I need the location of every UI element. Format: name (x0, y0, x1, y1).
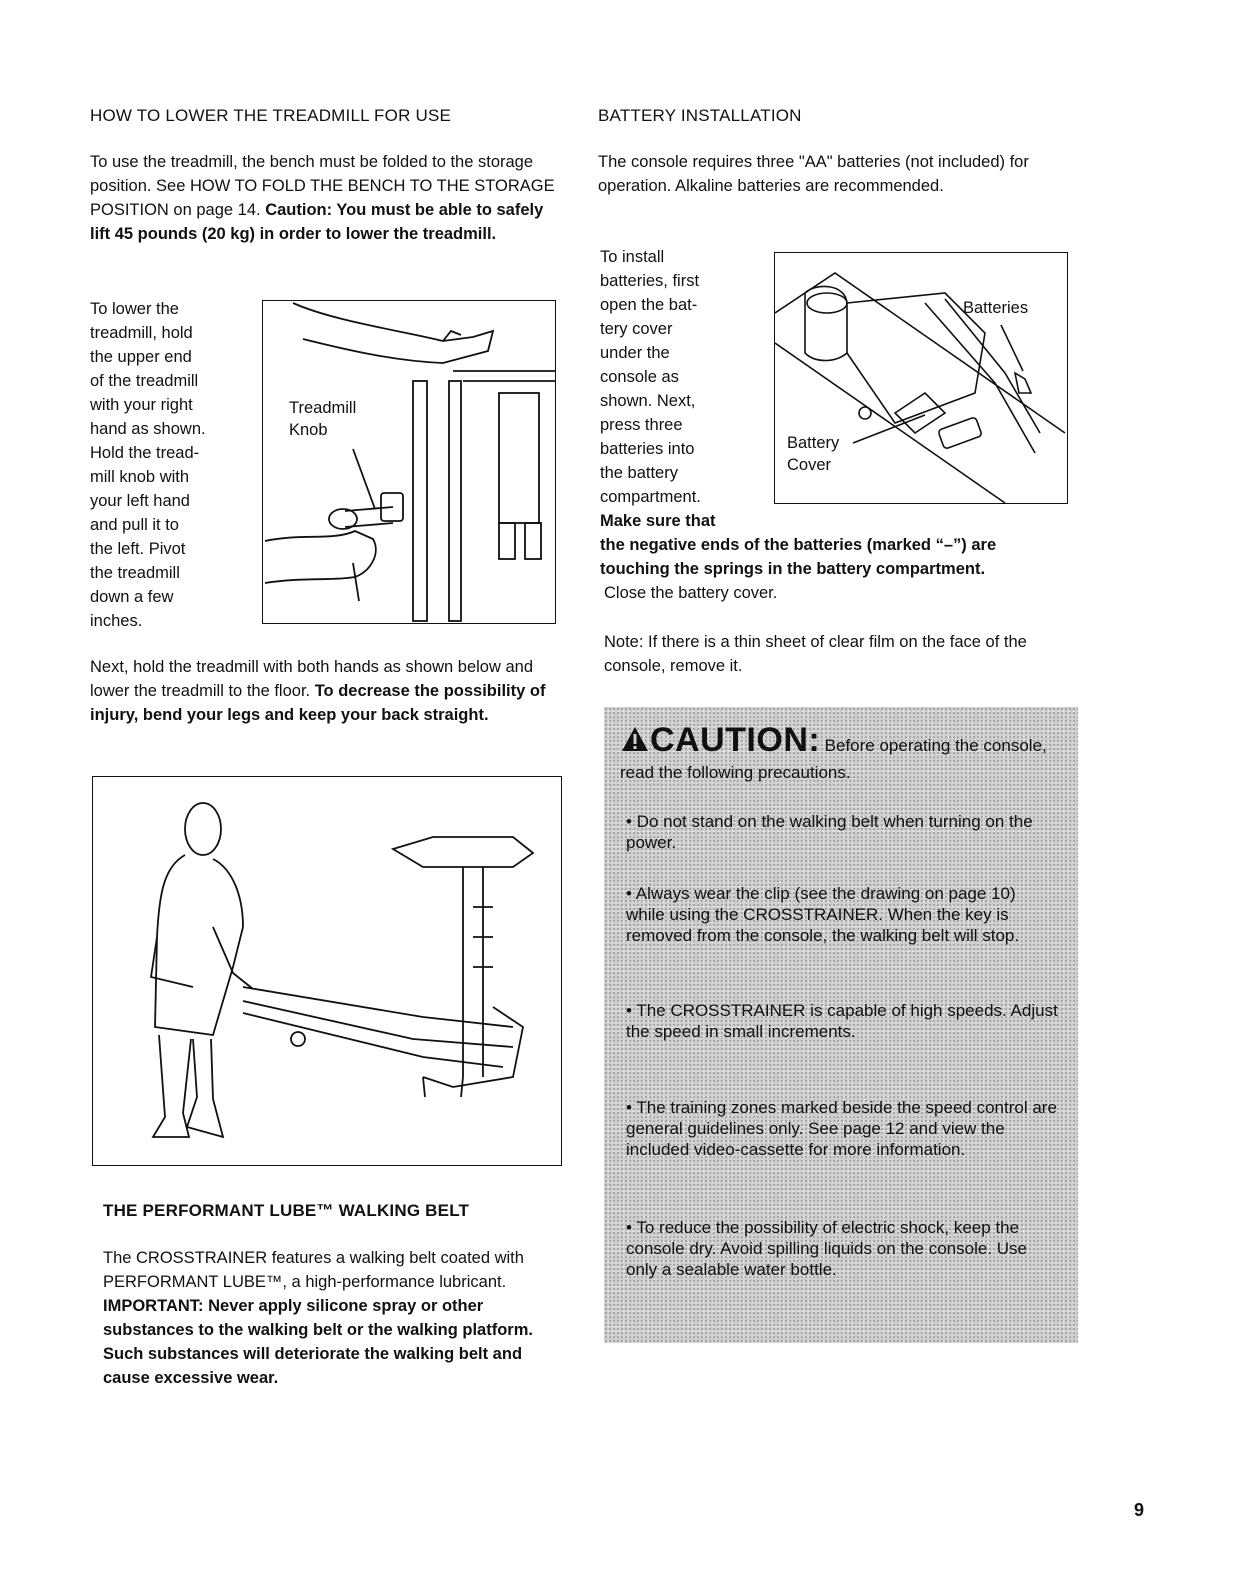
lower-line: the left. Pivot (90, 540, 186, 558)
lower-line: your left hand (90, 492, 190, 510)
battery-close-text: Close the battery cover. (604, 584, 778, 602)
lower-intro-paragraph (90, 150, 560, 246)
lower-steps-text (90, 297, 250, 633)
lower-line: To lower the (90, 300, 179, 318)
person-lowering-treadmill-illustration (93, 777, 561, 1165)
caution-item: • Always wear the clip (see the drawing on page 10) while using the CROSSTRAINER. When the key is removed from the console, the walking belt will stop. (626, 884, 1020, 945)
battery-step-line: To install (600, 248, 665, 266)
battery-step-line: batteries into (600, 440, 695, 458)
treadmill-knob-label-line: Knob (289, 421, 328, 439)
lower-line: Hold the tread- (90, 444, 200, 462)
battery-note: Note: If there is a thin sheet of clear film on the face of the console, remove it. (604, 633, 1027, 675)
next-step-warning: To decrease the possibility of injury, bend your legs and keep your back straight. (90, 682, 546, 724)
lower-line: hand as shown. (90, 420, 206, 438)
caution-box (604, 707, 1078, 1343)
treadmill-knob-label (289, 397, 356, 441)
caution-item: • To reduce the possibility of electric shock, keep the console dry. Avoid spilling liquids on the console. Use only a sealable water bottle. (626, 1218, 1027, 1279)
caution-word: CAUTION: (650, 721, 821, 759)
lower-line: down a few (90, 588, 174, 606)
caution-item-text: Always wear the clip (see the drawing on page 10) while using the CROSSTRAINER. When the key is removed from the console, the walking belt will stop. (626, 884, 1020, 945)
caution-item: • The CROSSTRAINER is capable of high speeds. Adjust the speed in small increments. (626, 1001, 1058, 1041)
lower-line: the treadmill (90, 564, 180, 582)
lower-caution-text: Caution: You must be able to safely lift 45 pounds (20 kg) in order to lower the treadmill. (90, 201, 544, 243)
caution-item-text: Do not stand on the walking belt when turning on the power. (626, 812, 1033, 852)
battery-step-line: press three (600, 416, 683, 434)
battery-step-line: the battery (600, 464, 678, 482)
section-heading-lower-treadmill: HOW TO LOWER THE TREADMILL FOR USE (90, 106, 452, 125)
lower-line: the upper end (90, 348, 192, 366)
lower-treadmill-figure (92, 776, 562, 1166)
battery-compartment-figure (774, 252, 1068, 504)
treadmill-knob-illustration (263, 301, 555, 623)
next-step-text: Next, hold the treadmill with both hands as shown below and lower the treadmill to the floor. (90, 658, 534, 700)
caution-item-text: The training zones marked beside the speed control are general guidelines only. See page 12 and view the included video-cassette for more information. (626, 1098, 1057, 1159)
page-number: 9 (1134, 1500, 1145, 1520)
lower-intro-text: To use the treadmill, the bench must be folded to the storage position. See HOW TO FOLD THE BENCH TO THE STORAGE POSITION on page 14. (90, 153, 555, 219)
battery-step-line: console as (600, 368, 679, 386)
section-heading-battery-installation: BATTERY INSTALLATION (598, 106, 802, 125)
next-step-paragraph (90, 655, 575, 727)
caution-item: • The training zones marked beside the speed control are general guidelines only. See page 12 and view the included video-cassette for more information. (626, 1098, 1057, 1159)
battery-cover-label-line: Battery (787, 434, 840, 452)
section-heading-walking-belt: THE PERFORMANT LUBE™ WALKING BELT (103, 1201, 470, 1220)
lower-line: of the treadmill (90, 372, 199, 390)
batteries-label: Batteries (963, 299, 1029, 317)
battery-negative-ends-text: the negative ends of the batteries (marked “–”) are touching the springs in the battery compartment. (600, 536, 997, 578)
battery-step-line: batteries, first (600, 272, 700, 290)
walking-belt-text: The CROSSTRAINER features a walking belt coated with PERFORMANT LUBE™, a high-performance lubricant. (103, 1249, 524, 1291)
battery-cover-label (787, 432, 839, 476)
battery-step-line: open the bat- (600, 296, 698, 314)
battery-step-line: compartment. (600, 488, 701, 506)
lower-line: inches. (90, 612, 143, 630)
battery-step-line: tery cover (600, 320, 673, 338)
walking-belt-paragraph (103, 1246, 573, 1390)
lower-line: with your right (90, 396, 193, 414)
treadmill-knob-label-line: Treadmill (289, 399, 357, 417)
battery-steps-text (600, 245, 760, 533)
battery-step-line: under the (600, 344, 670, 362)
battery-intro-paragraph: The console requires three "AA" batteries (not included) for operation. Alkaline batteries are recommended. (598, 153, 1029, 195)
battery-cover-label-line: Cover (787, 456, 832, 474)
caution-item-text: The CROSSTRAINER is capable of high speeds. Adjust the speed in small increments. (626, 1001, 1058, 1041)
battery-make-sure: Make sure that (600, 512, 716, 530)
caution-item-text: To reduce the possibility of electric shock, keep the console dry. Avoid spilling liquids on the console. Use only a sealable water bottle. (626, 1218, 1027, 1279)
caution-header (620, 721, 1060, 787)
lower-line: treadmill, hold (90, 324, 193, 342)
warning-triangle-icon (620, 725, 650, 753)
treadmill-knob-figure (262, 300, 556, 624)
lower-line: mill knob with (90, 468, 190, 486)
caution-item: • Do not stand on the walking belt when turning on the power. (626, 812, 1033, 852)
walking-belt-warning: IMPORTANT: Never apply silicone spray or other substances to the walking belt or the walking platform. Such substances will deteriorate the walking belt and cause excessive wear. (103, 1297, 533, 1387)
caution-lead: Before operating the console, read the following precautions. (620, 736, 1047, 782)
battery-step-line: shown. Next, (600, 392, 696, 410)
lower-line: and pull it to (90, 516, 179, 534)
